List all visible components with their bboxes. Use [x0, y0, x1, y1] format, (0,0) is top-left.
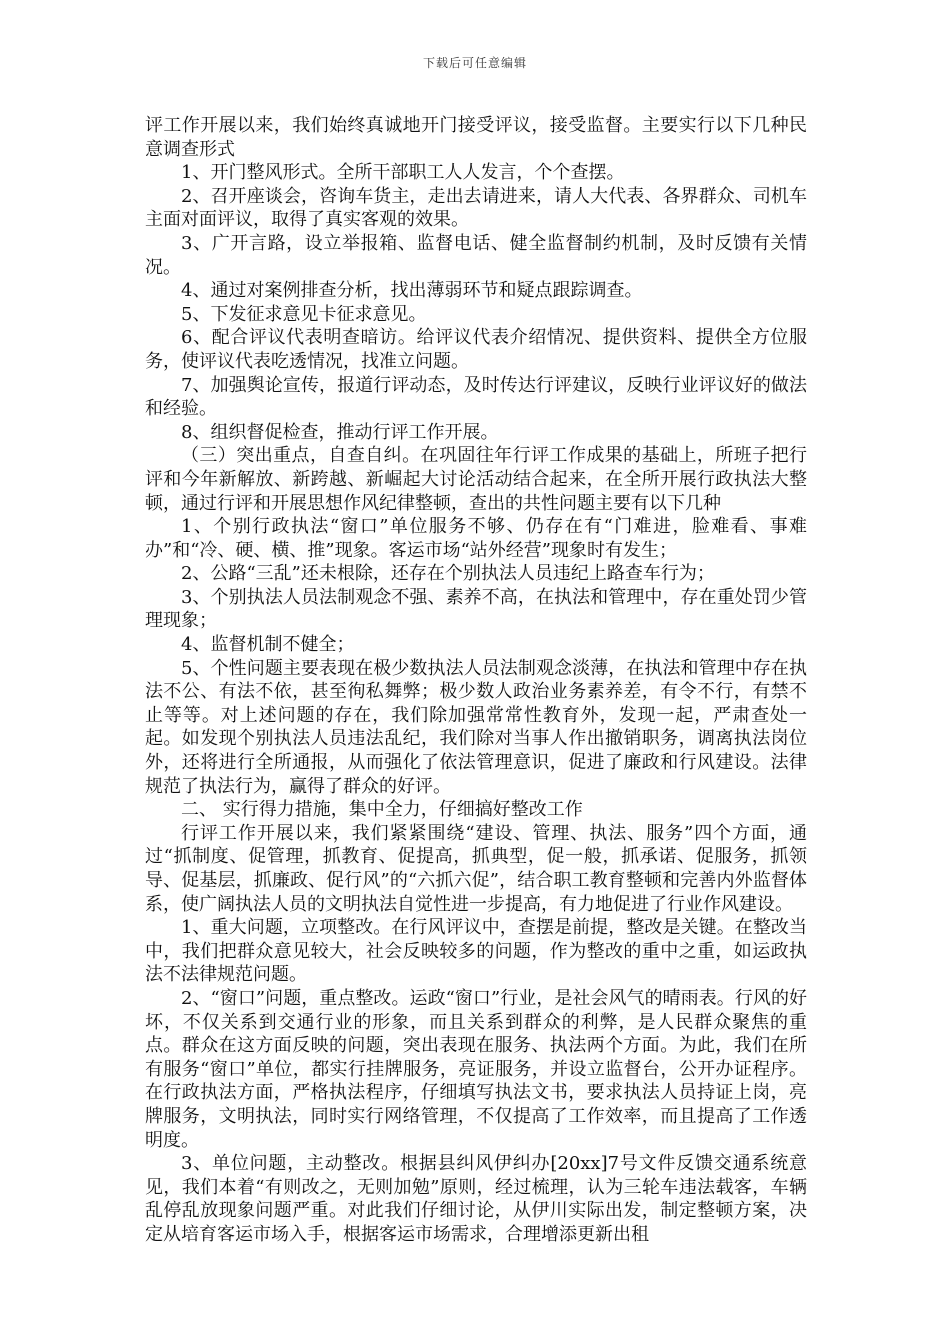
paragraph: 3、单位问题，主动整改。根据县纠风伊纠办[20xx]7号文件反馈交通系统意见，我们本着“有则改之，无则加勉”原则，经过梳理，认为三轮车违法载客，车辆乱停乱放现象问题严重。对此我们仔细讨论，从伊川实际出发，制定整顿方案，决定从培育客运市场入手，根据客运市场需求，合理增添更新出租	[145, 1153, 807, 1245]
paragraph: 7、加强舆论宣传，报道行评动态，及时传达行评建议，反映行业评议好的做法和经验。	[145, 374, 807, 420]
paragraph: 3、个别执法人员法制观念不强、素养不高，在执法和管理中，存在重处罚少管理现象；	[145, 586, 807, 632]
paragraph: 2、公路“三乱”还未根除，还存在个别执法人员违纪上路查车行为；	[181, 563, 715, 585]
paragraph: 5、个性问题主要表现在极少数执法人员法制观念淡薄，在执法和管理中存在执法不公、有法不依，甚至徇私舞弊；极少数人政治业务素养差，有令不行，有禁不止等等。对上述问题的存在，我们除加强常常性教育外，发现一起，严肃查处一起。如发现个别执法人员违法乱纪，我们除对当事人作出撤销职务，调离执法岗位外，还将进行全所通报，从而强化了依法管理意识，促进了廉政和行风建设。法律规范了执法行为，赢得了群众的好评。	[145, 657, 807, 797]
paragraph: 2、召开座谈会，咨询车货主，走出去请进来，请人大代表、各界群众、司机车主面对面评议，取得了真实客观的效果。	[145, 185, 807, 231]
paragraph: 评工作开展以来，我们始终真诚地开门接受评议，接受监督。主要实行以下几种民意调查形式	[145, 115, 807, 160]
paragraph: 5、下发征求意见卡征求意见。	[181, 303, 427, 325]
paragraph: 1、重大问题，立项整改。在行风评议中，查摆是前提，整改是关键。在整改当中，我们把群众意见较大，社会反映较多的问题，作为整改的重中之重，如运政执法不法律规范问题。	[145, 917, 807, 986]
paragraph: 4、监督机制不健全；	[181, 634, 355, 656]
paragraph: （三）突出重点，自查自纠。在巩固往年行评工作成果的基础上，所班子把行评和今年新解放、新跨越、新崛起大讨论活动结合起来，在全所开展行政执法大整顿，通过行评和开展思想作风纪律整顿，查出的共性问题主要有以下几种	[145, 445, 807, 514]
paragraph: 1、个别行政执法“窗口”单位服务不够、仍存在有“门难进，脸难看、事难办”和“冷、硬、横、推”现象。客运市场“站外经营”现象时有发生；	[145, 516, 807, 561]
paragraph: 1、开门整风形式。全所干部职工人人发言，个个查摆。	[181, 162, 625, 184]
page-header: 下载后可任意编辑	[422, 56, 527, 70]
paragraph: 8、组织督促检查，推动行评工作开展。	[181, 421, 499, 443]
paragraph: 二、 实行得力措施，集中全力，仔细搞好整改工作	[181, 799, 583, 821]
paragraph: 2、“窗口”问题，重点整改。运政“窗口”行业，是社会风气的晴雨表。行风的好坏，不仅关系到交通行业的形象，而且关系到群众的利弊，是人民群众聚焦的重点。群众在这方面反映的问题，突出表现在服务、执法两个方面。为此，我们在所有服务“窗口”单位，都实行挂牌服务，亮证服务，并设立监督台，公开办证程序。在行政执法方面，严格执法程序，仔细填写执法文书，要求执法人员持证上岗，亮牌服务，文明执法，同时实行网络管理，不仅提高了工作效率，而且提高了工作透明度。	[145, 987, 807, 1151]
paragraph: 6、配合评议代表明查暗访。给评议代表介绍情况、提供资料、提供全方位服务，使评议代表吃透情况，找准立问题。	[145, 327, 807, 372]
paragraph: 行评工作开展以来，我们紧紧围绕“建设、管理、执法、服务”四个方面，通过“抓制度、促管理，抓教育、促提高，抓典型，促一般，抓承诺、促服务，抓领导、促基层，抓廉政、促行风”的“六抓六促”，结合职工教育整顿和完善内外监督体系，使广阔执法人员的文明执法自觉性进一步提高，有力地促进了行业作风建设。	[145, 822, 807, 915]
paragraph: 4、通过对案例排查分析，找出薄弱环节和疑点跟踪调查。	[181, 280, 643, 302]
paragraph: 3、广开言路，设立举报箱、监督电话、健全监督制约机制，及时反馈有关情况。	[145, 232, 807, 278]
document-body	[145, 114, 807, 1247]
